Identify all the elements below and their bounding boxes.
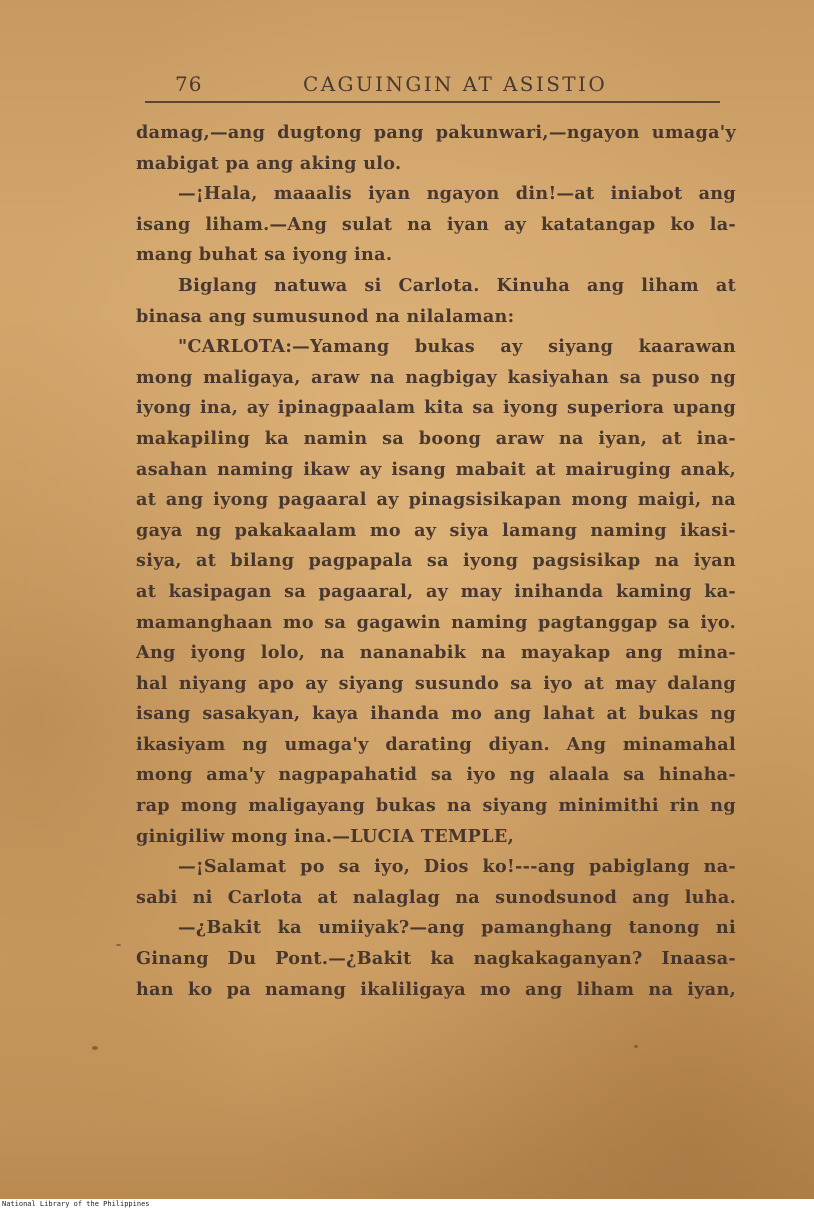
text-line: Ginang Du Pont.—¿Bakit ka nagkakaganyan? Inaasa- <box>136 948 736 970</box>
text-line: han ko pa namang ikaliligaya mo ang liham na iyan, <box>136 978 736 1000</box>
text-line: isang liham.—Ang sulat na iyan ay katatangap ko la- <box>136 213 736 235</box>
header-rule <box>145 101 720 103</box>
text-line: sabi ni Carlota at nalaglag na sunodsunod ang luha. <box>136 886 736 908</box>
text-line: iyong ina, ay ipinagpaalam kita sa iyong superiora upang <box>136 397 736 419</box>
text-line: gaya ng pakakaalam mo ay siya lamang naming ikasi- <box>136 519 736 541</box>
text-line: mang buhat sa iyong ina. <box>136 244 393 266</box>
text-line: hal niyang apo ay siyang susundo sa iyo at may dalang <box>136 672 736 694</box>
text-line: ginigiliw mong ina.—LUCIA TEMPLE, <box>136 825 515 847</box>
page-number: 76 <box>175 72 203 96</box>
text-line: rap mong maligayang bukas na siyang minimithi rin ng <box>136 795 736 817</box>
text-line: makapiling ka namin sa boong araw na iyan, at ina- <box>136 427 736 449</box>
text-line: Biglang natuwa si Carlota. Kinuha ang liham at <box>178 274 736 296</box>
paper-speck <box>116 944 121 946</box>
text-line: at kasipagan sa pagaaral, ay may inihanda kaming ka- <box>136 580 736 602</box>
text-line: isang sasakyan, kaya ihanda mo ang lahat at bukas ng <box>136 703 736 725</box>
text-line: mong maligaya, araw na nagbigay kasiyahan sa puso ng <box>136 366 736 388</box>
paper-speck <box>634 1045 638 1048</box>
paper-speck <box>92 1046 98 1050</box>
body-text <box>136 118 736 1005</box>
text-line: asahan naming ikaw ay isang mabait at mairuging anak, <box>136 458 736 480</box>
page-header <box>145 68 720 102</box>
text-line: "CARLOTA:—Yamang bukas ay siyang kaarawan <box>178 336 736 358</box>
text-line: binasa ang sumusunod na nilalaman: <box>136 305 515 327</box>
text-line: mabigat pa ang aking ulo. <box>136 152 402 174</box>
text-line: mong ama'y nagpapahatid sa iyo ng alaala sa hinaha- <box>136 764 736 786</box>
text-line: at ang iyong pagaaral ay pinagsisikapan mong maigi, na <box>136 489 736 511</box>
library-credit: National Library of the Philippines <box>2 1200 150 1208</box>
text-line: siya, at bilang pagpapala sa iyong pagsisikap na iyan <box>136 550 736 572</box>
text-line: mamanghaan mo sa gagawin naming pagtanggap sa iyo. <box>136 611 736 633</box>
text-line: —¡Hala, maaalis iyan ngayon din!—at iniabot ang <box>178 183 736 205</box>
text-line: damag,—ang dugtong pang pakunwari,—ngayon umaga'y <box>136 122 736 143</box>
running-title: CAGUINGIN AT ASISTIO <box>303 72 608 96</box>
text-line: —¿Bakit ka umiiyak?—ang pamanghang tanong ni <box>178 917 736 939</box>
text-line: Ang iyong lolo, na nananabik na mayakap ang mina- <box>136 642 736 664</box>
text-line: ikasiyam ng umaga'y darating diyan. Ang minamahal <box>136 733 736 755</box>
text-line: —¡Salamat po sa iyo, Dios ko!---ang pabiglang na- <box>178 856 736 878</box>
